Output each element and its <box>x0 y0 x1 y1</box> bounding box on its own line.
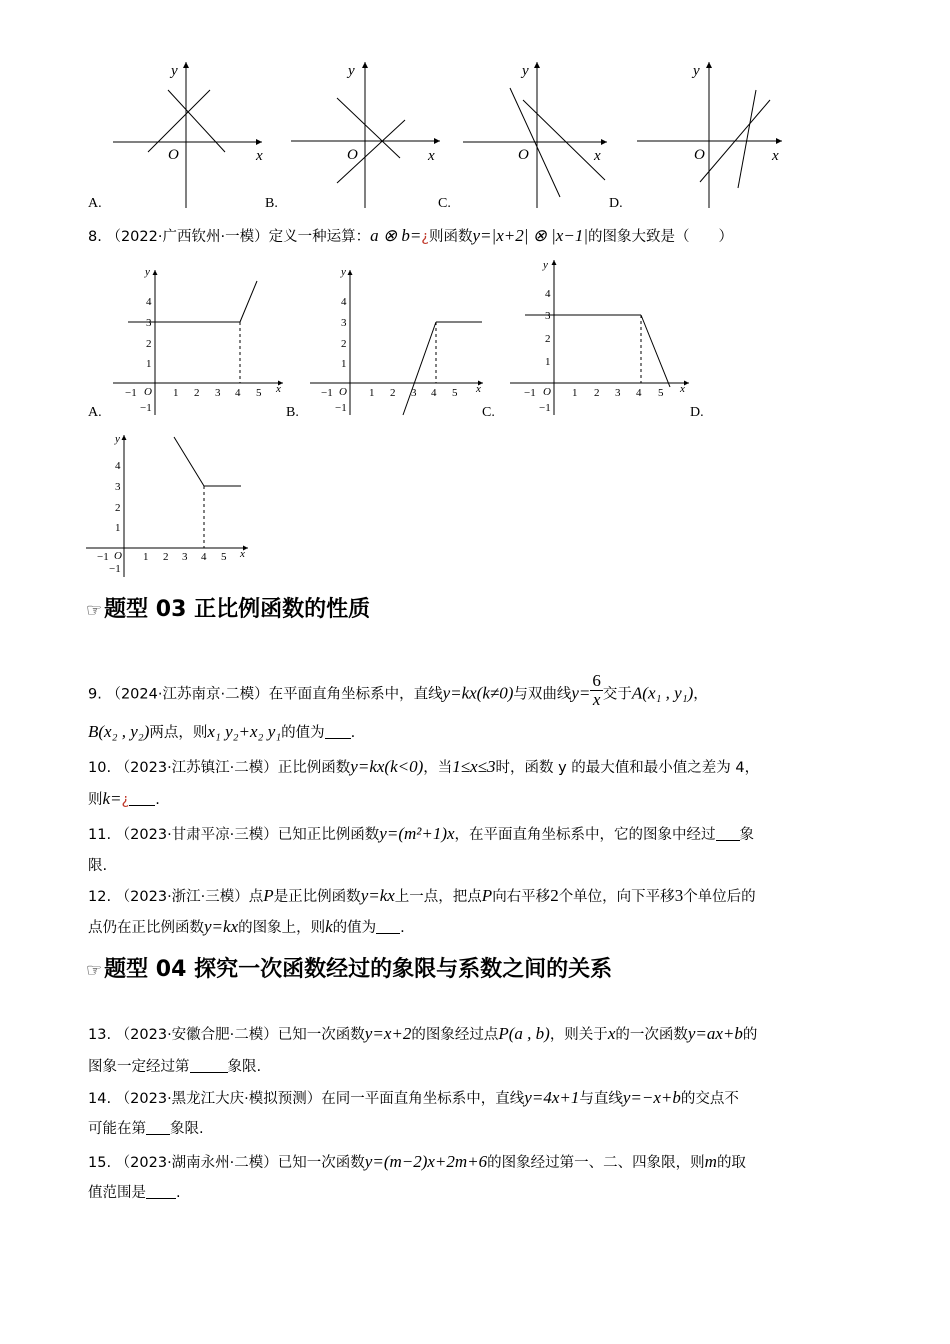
question-15 <box>88 1152 746 1173</box>
section-heading-03 <box>86 592 370 623</box>
q14-number: 14. <box>88 1091 112 1107</box>
qa-xt5: 5 <box>256 387 262 399</box>
q9-end: . <box>350 725 356 741</box>
q13-line1a: （2023·安徽合肥·二模）已知一次函数 <box>115 1027 365 1043</box>
q12-line1a: （2023·浙江·三模）点 <box>115 889 264 905</box>
qb-yt1: 3 <box>341 317 347 329</box>
qb-xt5: 5 <box>452 387 458 399</box>
q13-line2b: 象限. <box>227 1059 262 1075</box>
heading-03-title: 题型 03 正比例函数的性质 <box>104 597 371 622</box>
pointing-hand-icon: ☞ <box>86 600 103 621</box>
q14-line1b: 与直线 <box>579 1091 623 1107</box>
q7-c-x: x <box>594 148 601 164</box>
qa-xt3: 3 <box>215 387 221 399</box>
q7-option-c: C. <box>438 196 451 211</box>
q15-line2a: 值范围是 <box>88 1185 146 1201</box>
q7-c-y: y <box>522 63 529 79</box>
q7-d-y: y <box>693 63 700 79</box>
qa-yt0: 4 <box>146 296 152 308</box>
qa-y: y <box>145 266 150 278</box>
q7-b-y: y <box>348 63 355 79</box>
qa-yt3: 1 <box>146 358 152 370</box>
qb-yt4: −1 <box>335 402 347 414</box>
question-13 <box>88 1024 757 1045</box>
q8-number: 8. <box>88 229 102 245</box>
q7-graph-b <box>291 62 440 208</box>
qd-xt0: −1 <box>97 551 109 563</box>
q14-line2b: 象限. <box>170 1121 204 1137</box>
q15-line1a: （2023·湖南永州·二模）已知一次函数 <box>115 1155 365 1171</box>
q15-number: 15. <box>88 1155 112 1171</box>
qc-yt3: 1 <box>545 356 551 368</box>
q12-n3: 3 <box>674 886 684 905</box>
q13-x: x <box>607 1024 616 1043</box>
q13-line1c: ，则关于 <box>549 1027 608 1043</box>
q12-line2c: 的值为 <box>332 920 377 936</box>
q8-graph-b <box>310 266 483 415</box>
heading-04-title: 题型 04 探究一次函数经过的象限与系数之间的关系 <box>104 957 613 982</box>
q8-option-b: B. <box>286 405 299 420</box>
qc-xt0: −1 <box>524 387 536 399</box>
qc-x: x <box>680 383 685 395</box>
q7-a-y: y <box>171 63 178 79</box>
q9-frac-num: 6 <box>592 671 601 690</box>
q8-source: （2022·广西钦州·一模）定义一种运算： <box>106 229 371 245</box>
qc-yt4: −1 <box>539 402 551 414</box>
qa-xt4: 4 <box>235 387 241 399</box>
q15-line1b: 的图象经过第一、二、四象限，则 <box>487 1155 705 1171</box>
q13-line1d: 的一次函数 <box>615 1027 688 1043</box>
qb-xt4: 4 <box>431 387 437 399</box>
q13-expr1: y=x+2 <box>364 1024 412 1043</box>
question-11-line2 <box>88 856 107 876</box>
q12-line1d: 向右平移 <box>492 889 551 905</box>
q14-expr1: y=4x+1 <box>524 1088 580 1107</box>
question-9 <box>88 671 708 713</box>
q12-k: k <box>325 917 333 936</box>
qc-y: y <box>543 259 548 271</box>
q10-expr2: 1≤x≤3 <box>452 757 496 776</box>
q8-graphs <box>0 255 950 585</box>
q11-line2: 限. <box>88 858 108 874</box>
qd-yt3: 1 <box>115 522 121 534</box>
qd-o: O <box>114 550 122 562</box>
q15-line1c: 的取 <box>716 1155 746 1171</box>
q9-expr5: x₁ y₂+x₂ y₁ <box>207 722 282 741</box>
qb-o: O <box>339 386 347 398</box>
q7-axis-labels <box>168 63 779 164</box>
q7-graphs <box>0 0 950 220</box>
q7-graph-c <box>463 62 607 208</box>
q9-expr1: y=kx(k≠0) <box>442 683 514 703</box>
qb-xt0: −1 <box>321 387 333 399</box>
q7-b-o: O <box>347 147 358 163</box>
question-8 <box>88 226 733 247</box>
qa-yt2: 2 <box>146 338 152 350</box>
q8-option-a: A. <box>88 405 102 420</box>
qb-xt2: 2 <box>390 387 396 399</box>
q12-expr1b: y=kx <box>204 917 239 936</box>
qc-xt2: 2 <box>594 387 600 399</box>
section-heading-04 <box>86 952 612 983</box>
q10-glitch: ¿ <box>121 792 130 808</box>
q10-line2a: 则 <box>88 792 103 808</box>
qc-yt0: 4 <box>545 288 551 300</box>
q12-line2a: 点仍在正比例函数 <box>88 920 204 936</box>
qb-xt1: 1 <box>369 387 375 399</box>
qd-y: y <box>115 433 120 445</box>
q11-answer-blank[interactable] <box>716 826 740 841</box>
q9-line1b: 与双曲线 <box>513 686 572 703</box>
q11-line1b: ，在平面直角坐标系中，它的图象中经过 <box>454 827 716 843</box>
qc-yt2: 2 <box>545 333 551 345</box>
q11-line1c: 象 <box>739 827 755 843</box>
q7-option-d: D. <box>609 196 623 211</box>
question-12-line2 <box>88 917 405 938</box>
q10-expr1: y=kx(k<0) <box>350 757 424 776</box>
q9-line1c: 交于 <box>602 686 632 703</box>
q8-graph-a <box>113 266 283 415</box>
question-11 <box>88 824 754 845</box>
qb-xt3: 3 <box>411 387 417 399</box>
q7-option-b: B. <box>265 196 278 211</box>
q7-graph-a <box>113 62 262 208</box>
qb-y: y <box>341 266 346 278</box>
q8-op: a ⊗ b= <box>370 226 422 245</box>
qd-xt4: 4 <box>201 551 207 563</box>
qb-yt0: 4 <box>341 296 347 308</box>
q14-answer-blank[interactable] <box>146 1120 170 1135</box>
q9-number: 9. <box>88 686 102 703</box>
qc-yt1: 3 <box>545 310 551 322</box>
q10-number: 10. <box>88 760 112 776</box>
q8-text2: 的图象大致是（ ） <box>588 229 733 245</box>
q14-expr2: y=−x+b <box>622 1088 681 1107</box>
q7-d-o: O <box>694 147 705 163</box>
qd-yt4: −1 <box>109 563 121 575</box>
q9-line2b: 的值为 <box>281 725 325 741</box>
question-14 <box>88 1088 739 1109</box>
q9-line1a: （2024·江苏南京·二模）在平面直角坐标系中，直线 <box>106 686 443 703</box>
q10-expr3: k= <box>102 789 122 808</box>
q12-expr1: y=kx <box>360 886 395 905</box>
q7-d-x: x <box>772 148 779 164</box>
q7-option-a: A. <box>88 196 102 211</box>
qd-yt1: 3 <box>115 481 121 493</box>
q7-a-o: O <box>168 147 179 163</box>
qa-xt0: −1 <box>125 387 137 399</box>
qc-xt5: 5 <box>658 387 664 399</box>
q9-fraction <box>590 672 603 709</box>
qd-x: x <box>240 548 245 560</box>
q9-answer-blank[interactable] <box>325 724 351 739</box>
q13-line1e: 的 <box>742 1027 758 1043</box>
qd-xt3: 3 <box>182 551 188 563</box>
qd-xt1: 1 <box>143 551 149 563</box>
q12-line1e: 个单位，向下平移 <box>558 889 675 905</box>
q11-expr1: y=(m²+1)x <box>379 824 455 843</box>
q9-expr4: B(x₂ , y₂) <box>88 722 150 741</box>
question-14-line2 <box>88 1119 204 1139</box>
question-12 <box>88 886 756 907</box>
q14-line1c: 的交点不 <box>680 1091 739 1107</box>
qa-o: O <box>144 386 152 398</box>
q8-option-d: D. <box>690 405 704 420</box>
qa-yt1: 3 <box>146 317 152 329</box>
qa-xt1: 1 <box>173 387 179 399</box>
question-9-line2 <box>88 722 355 743</box>
qa-x: x <box>276 383 281 395</box>
q11-line1a: （2023·甘肃平凉·三模）已知正比例函数 <box>115 827 380 843</box>
question-13-line2 <box>88 1057 261 1077</box>
q7-a-x: x <box>256 148 263 164</box>
question-10-line2 <box>88 789 160 810</box>
q15-end: . <box>176 1185 181 1201</box>
pointing-hand-icon-2: ☞ <box>86 960 103 981</box>
q9-comma: ， <box>693 686 708 703</box>
q13-line1b: 的图象经过点 <box>411 1027 499 1043</box>
question-10 <box>88 757 759 778</box>
q12-line1f: 个单位后的 <box>683 889 756 905</box>
q10-line1a: （2023·江苏镇江·二模）正比例函数 <box>115 760 351 776</box>
q8-graph-d <box>86 433 248 577</box>
q13-line2a: 图象一定经过第 <box>88 1059 190 1075</box>
q7-c-o: O <box>518 147 529 163</box>
qc-o: O <box>543 386 551 398</box>
qc-xt3: 3 <box>615 387 621 399</box>
q15-expr1: y=(m−2)x+2m+6 <box>364 1152 488 1171</box>
q10-end: . <box>155 792 160 808</box>
q12-p2: P <box>481 886 493 905</box>
q12-answer-blank[interactable] <box>376 919 400 934</box>
q9-expr3: A(x₁ , y₁) <box>631 683 694 703</box>
q8-expr: y=|x+2| ⊗ |x−1| <box>472 226 588 245</box>
q15-m: m <box>704 1152 717 1171</box>
q10-line1b: ，当 <box>423 760 453 776</box>
qb-yt2: 2 <box>341 338 347 350</box>
qd-xt2: 2 <box>163 551 169 563</box>
q10-line1c: 时，函数 y 的最大值和最小值之差为 4， <box>495 760 760 776</box>
q8-graph-c <box>510 259 689 415</box>
q7-b-x: x <box>428 148 435 164</box>
q13-answer-blank[interactable] <box>190 1058 228 1073</box>
qd-xt5: 5 <box>221 551 227 563</box>
qb-x: x <box>476 383 481 395</box>
q9-line2a: 两点，则 <box>149 725 208 741</box>
q13-expr3: y=ax+b <box>687 1024 743 1043</box>
q8-glitch: ¿ <box>421 229 429 245</box>
q8-text1: 则函数 <box>429 229 473 245</box>
q12-line1b: 是正比例函数 <box>273 889 361 905</box>
q12-line1c: 上一点，把点 <box>394 889 482 905</box>
q15-answer-blank[interactable] <box>146 1184 176 1199</box>
qb-yt3: 1 <box>341 358 347 370</box>
q9-frac-den: x <box>592 690 601 709</box>
q13-number: 13. <box>88 1027 112 1043</box>
qa-xt2: 2 <box>194 387 200 399</box>
qd-yt2: 2 <box>115 502 121 514</box>
q14-line1a: （2023·黑龙江大庆·模拟预测）在同一平面直角坐标系中，直线 <box>115 1091 525 1107</box>
q7-graph-d <box>637 62 782 208</box>
qa-yt4: −1 <box>140 402 152 414</box>
q12-n2: 2 <box>550 886 559 905</box>
q12-end: . <box>400 920 405 936</box>
q13-expr2: P(a , b) <box>498 1024 550 1043</box>
question-15-line2 <box>88 1183 181 1203</box>
q11-number: 11. <box>88 827 112 843</box>
q9-expr2: y= <box>571 683 591 703</box>
q12-line2b: 的图象上，则 <box>238 920 326 936</box>
q14-line2a: 可能在第 <box>88 1121 146 1137</box>
q12-p: P <box>263 886 274 905</box>
qd-yt0: 4 <box>115 460 121 472</box>
q12-number: 12. <box>88 889 112 905</box>
qc-xt4: 4 <box>636 387 642 399</box>
qc-xt1: 1 <box>572 387 578 399</box>
q8-option-c: C. <box>482 405 495 420</box>
q10-answer-blank[interactable] <box>129 791 155 806</box>
